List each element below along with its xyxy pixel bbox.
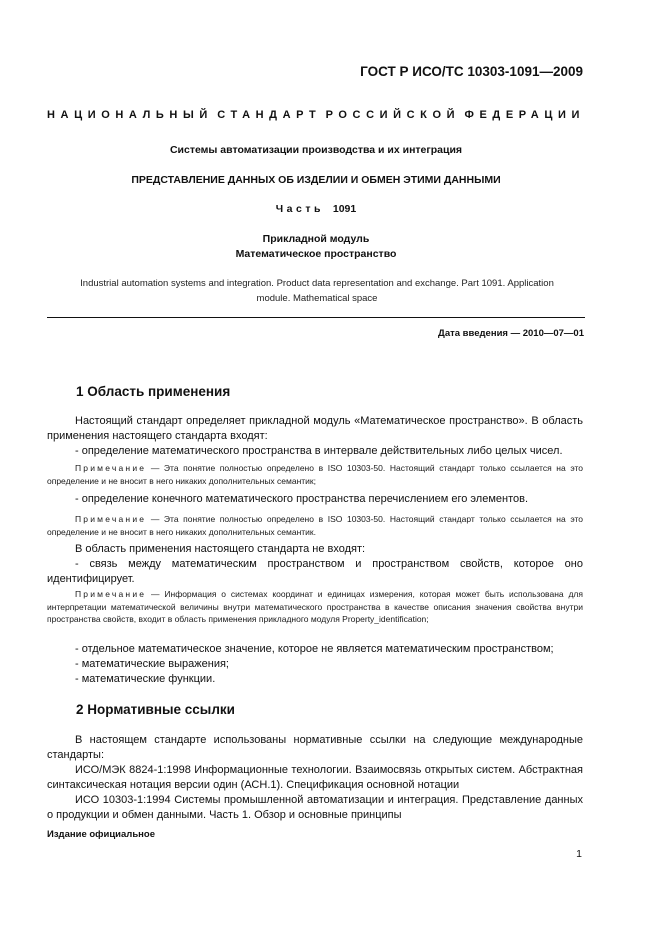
page-number: 1	[576, 848, 582, 860]
english-title-line2: module. Mathematical space	[256, 293, 378, 304]
exclusions-block	[47, 542, 583, 587]
part-number: 1091	[332, 203, 357, 215]
note-1	[47, 462, 583, 487]
part-label: Часть	[275, 203, 324, 215]
note-2	[47, 513, 583, 538]
note-3-text: — Информация о системах координат и единицах измерения, которая может быть использована для интерпретации математической величины внутри математического пространства в качестве описания значения свойства внутри пространства свойств, входит в область применения прикладного модуля Property_identification;	[47, 589, 583, 624]
scope-item-1: - определение математического пространства в интервале действительных либо целых чисел.	[75, 445, 563, 457]
module-title-line2: Математическое пространство	[235, 248, 397, 260]
exclusion-items	[47, 642, 583, 687]
section-2-body	[47, 733, 583, 823]
section-2-paragraph: В настоящем стандарте использованы нормативные ссылки на следующие международные стандарты:	[47, 734, 583, 761]
banner-word-1: НАЦИОНАЛЬНЫЙ	[47, 109, 213, 121]
note-1-text: — Эта понятие полностью определено в ISO 10303-50. Настоящий стандарт только ссылается на это определение и не вносит в него никаких дополнительных семантик;	[47, 463, 583, 486]
scope-item-2: - определение конечного математического пространства перечислением его элементов.	[75, 493, 529, 505]
exclusion-item-3: - математические выражения;	[75, 658, 229, 670]
series-title: Системы автоматизации производства и их интеграция	[169, 144, 463, 156]
official-edition-label: Издание официальное	[47, 829, 155, 840]
title-divider	[47, 317, 585, 318]
exclusion-item-4: - математические функции.	[75, 673, 216, 685]
document-code: ГОСТ Р ИСО/ТС 10303-1091—2009	[360, 64, 583, 79]
module-title-line1: Прикладной модуль	[262, 233, 370, 245]
exclusions-intro: В область применения настоящего стандарта не входят:	[75, 543, 366, 555]
note-3-label: Примечание	[75, 589, 147, 599]
national-standard-banner	[47, 109, 585, 121]
part-heading	[47, 203, 585, 215]
banner-word-3: РОССИЙСКОЙ	[325, 109, 461, 121]
scope-item-2-block	[47, 492, 583, 507]
exclusion-item-2: - отдельное математическое значение, которое не является математическим пространством;	[75, 643, 554, 655]
reference-2: ИСО 10303-1:1994 Системы промышленной автоматизации и интеграция. Представление данных о продукции и обмен данными. Часть 1. Обзор и основные принципы	[47, 794, 583, 821]
section-1-intro	[47, 414, 583, 459]
introduction-date: Дата введения — 2010—07—01	[438, 328, 584, 339]
english-title-line1: Industrial automation systems and integration. Product data representation and exchange. Part 1091. Application	[80, 278, 554, 289]
banner-word-4: ФЕДЕРАЦИИ	[464, 109, 585, 121]
section-1-paragraph: Настоящий стандарт определяет прикладной модуль «Математическое пространство». В область применения настоящего стандарта входят:	[47, 415, 583, 442]
section-2-heading: 2 Нормативные ссылки	[76, 702, 235, 717]
banner-word-2: СТАНДАРТ	[217, 109, 322, 121]
note-3	[47, 588, 583, 626]
main-title: ПРЕДСТАВЛЕНИЕ ДАННЫХ ОБ ИЗДЕЛИИ И ОБМЕН ЭТИМИ ДАННЫМИ	[131, 174, 501, 186]
section-1-heading: 1 Область применения	[76, 384, 231, 399]
reference-1: ИСО/МЭК 8824-1:1998 Информационные технологии. Взаимосвязь открытых систем. Абстрактная синтаксическая нотация версии один (АСН.1). Спецификация основной нотации	[47, 764, 583, 791]
english-title	[55, 276, 579, 306]
note-2-label: Примечание	[75, 514, 147, 524]
note-2-text: — Эта понятие полностью определено в ISO 10303-50. Настоящий стандарт только ссылается на это определение и не вносит в него никаких дополнительных семантик.	[47, 514, 583, 537]
note-1-label: Примечание	[75, 463, 147, 473]
exclusion-item-1: - связь между математическим пространством и пространством свойств, которое оно идентифицирует.	[47, 558, 583, 585]
